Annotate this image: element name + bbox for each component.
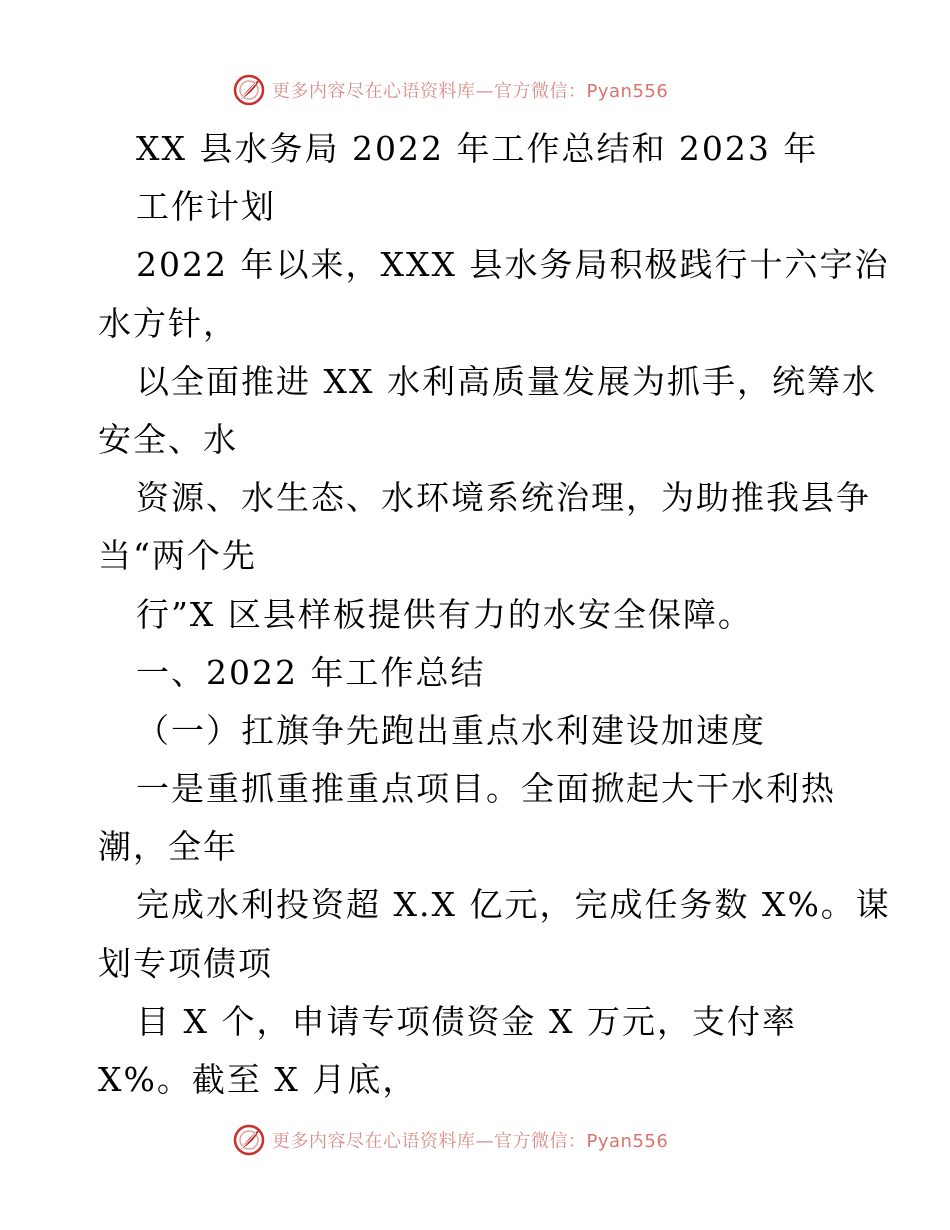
paragraph-line: 水方针， (98, 303, 238, 343)
feather-seal-icon (232, 73, 266, 107)
title-line-2: 工作计划 (136, 187, 276, 227)
title-line-1: XX 县水务局 2022 年工作总结和 2023 年 (136, 129, 819, 168)
paragraph-line: 潮，全年 (98, 827, 238, 867)
paragraph-line: 划专项债项 (98, 943, 273, 983)
watermark-text: 更多内容尽在心语资料库—官方微信：Pyan556 (272, 1131, 669, 1152)
paragraph-line: 以全面推进 XX 水利高质量发展为抓手，统筹水 (136, 361, 877, 401)
watermark-header (232, 70, 668, 110)
watermark-footer (232, 1120, 668, 1160)
paragraph-line: 当“两个先 (98, 536, 257, 576)
paragraph-line: 2022 年以来，XXX 县水务局积极践行十六字治 (136, 245, 890, 285)
paragraph-line: 一是重抓重推重点项目。全面掀起大干水利热 (136, 769, 836, 809)
paragraph-line: X%。截至 X 月底， (98, 1060, 418, 1099)
paragraph-line: 目 X 个，申请专项债资金 X 万元，支付率 (136, 1001, 797, 1041)
paragraph-line: 行”X 区县样板提供有力的水安全保障。 (136, 594, 753, 634)
paragraph-line: 安全、水 (98, 419, 238, 459)
watermark-text: 更多内容尽在心语资料库—官方微信：Pyan556 (272, 81, 669, 102)
feather-seal-icon (232, 1123, 266, 1157)
subsection-heading: （一）扛旗争先跑出重点水利建设加速度 (136, 710, 766, 750)
paragraph-line: 完成水利投资超 X.X 亿元，完成任务数 X%。谋 (136, 885, 891, 925)
document-body (98, 120, 891, 1109)
section-heading: 一、2022 年工作总结 (136, 652, 486, 692)
paragraph-line: 资源、水生态、水环境系统治理，为助推我县争 (136, 478, 871, 518)
